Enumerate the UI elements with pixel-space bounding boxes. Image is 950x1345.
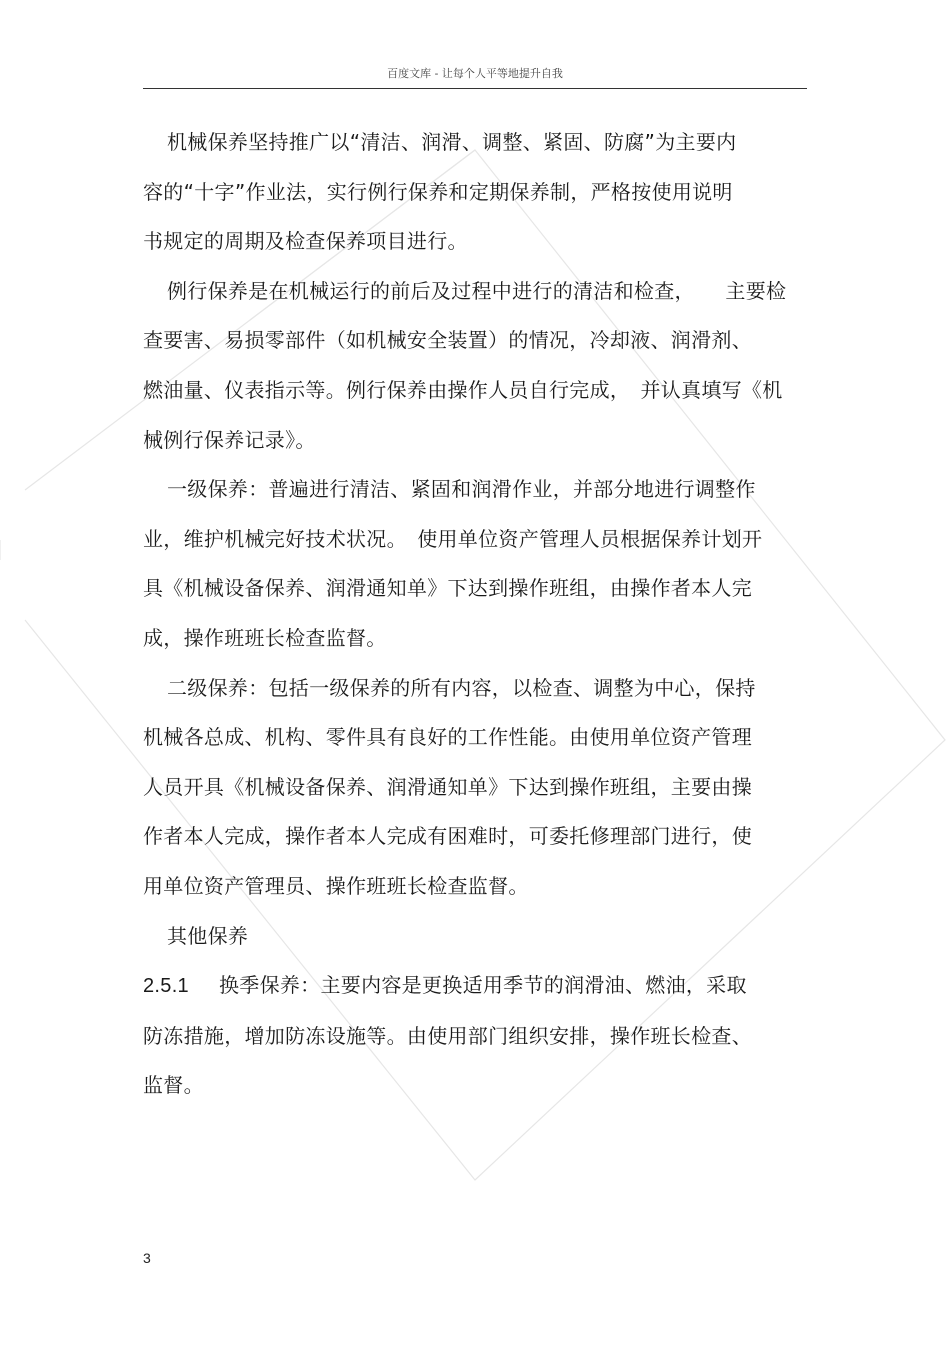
paragraph-level-one-maintenance: [143, 465, 811, 663]
text-line: 一级保养：普遍进行清洁、紧固和润滑作业，并部分地进行调整作: [167, 477, 756, 502]
text-line: 二级保养：包括一级保养的所有内容，以检查、调整为中心，保持: [167, 675, 756, 700]
text-line: 监督。: [143, 1073, 204, 1098]
section-heading: 其他保养: [167, 923, 249, 948]
text-line: 机械保养坚持推广以“清洁、润滑、调整、紧固、防腐”为主要内: [167, 130, 737, 154]
paragraph-other-maintenance-heading: [143, 912, 811, 962]
text-line: 容的“十字”作业法，实行例行保养和定期保养制，严格按使用说明: [143, 179, 733, 204]
text-line: 机械各总成、机构、零件具有良好的工作性能。由使用单位资产管理: [143, 725, 752, 750]
text-line: 业，维护机械完好技术状况。 使用单位资产管理人员根据保养计划开: [143, 526, 763, 551]
numbered-line: [143, 961, 811, 1012]
paragraph-maintenance-principle: [143, 118, 811, 267]
text-line: 例行保养是在机械运行的前后及过程中进行的清洁和检查， 主要检: [167, 278, 787, 303]
text-line: 查要害、易损零部件（如机械安全装置）的情况，冷却液、润滑剂、: [143, 328, 752, 353]
section-number: 2.5.1: [143, 975, 189, 998]
text-line: 用单位资产管理员、操作班班长检查监督。: [143, 873, 529, 898]
header-text: 百度文库 - 让每个人平等地提升自我: [387, 67, 563, 80]
text-line: 作者本人完成，操作者本人完成有困难时，可委托修理部门进行，使: [143, 824, 752, 849]
text-line: 人员开具《机械设备保养、润滑通知单》下达到操作班组，主要由操: [143, 774, 752, 799]
text-line: 械例行保养记录》。: [143, 427, 316, 452]
text-line: 具《机械设备保养、润滑通知单》下达到操作班组，由操作者本人完: [143, 576, 752, 601]
document-body: [143, 118, 811, 1111]
text-line: 防冻措施，增加防冻设施等。由使用部门组织安排，操作班长检查、: [143, 1023, 752, 1048]
text-line: 燃油量、仪表指示等。例行保养由操作人员自行完成， 并认真填写《机: [143, 377, 783, 402]
page-header: [143, 64, 807, 89]
text-line: 换季保养：主要内容是更换适用季节的润滑油、燃油，采取: [218, 973, 747, 998]
paragraph-routine-maintenance: [143, 267, 811, 465]
page-number: 3: [143, 1250, 151, 1266]
paragraph-seasonal-maintenance: [143, 961, 811, 1111]
paragraph-level-two-maintenance: [143, 664, 811, 912]
text-line: 书规定的周期及检查保养项目进行。: [143, 229, 468, 254]
text-line: 成，操作班班长检查监督。: [143, 625, 387, 650]
